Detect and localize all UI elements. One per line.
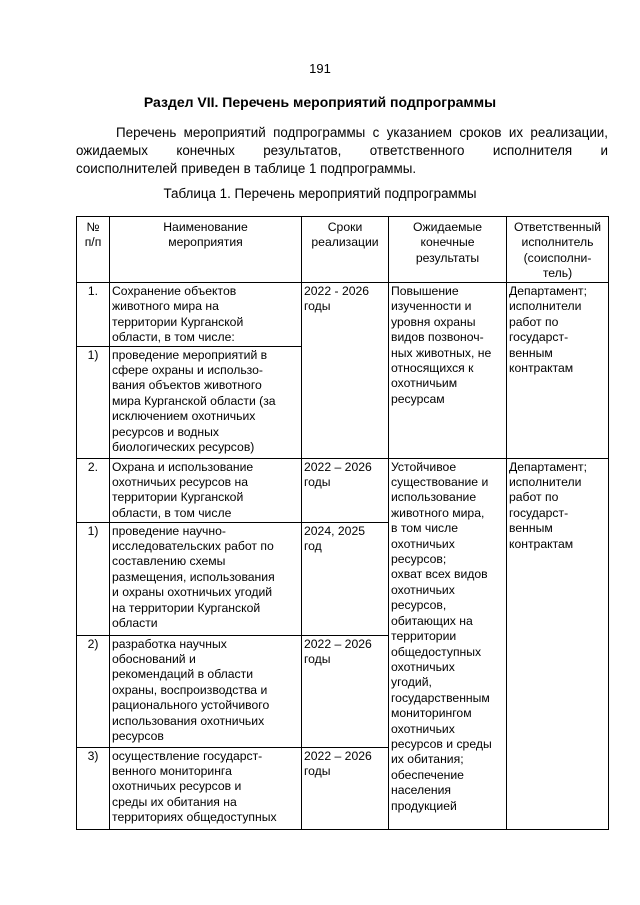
measure-term: 2022 – 2026 годы: [302, 635, 389, 747]
measure-name: проведение научно- исследовательских работ по составлению схемы размещения, использования и охраны охотничьих угодий на территории Курганской области: [110, 522, 302, 635]
measure-responsible: Департамент; исполнители работ по государст- венным контрактам: [507, 283, 609, 459]
intro-line-3: соисполнителей приведен в таблице 1 подпрограммы.: [76, 161, 417, 176]
measure-name: разработка научных обоснований и рекомендаций в области охраны, воспроизводства и рационального устойчивого использования охотничьих ресурсов: [110, 635, 302, 747]
row-number: 1): [77, 346, 110, 458]
measure-name: осуществление государст- венного мониторинга охотничьих ресурсов и среды их обитания на территориях общедоступных: [110, 747, 302, 829]
row-number: 3): [77, 747, 110, 829]
header-name: Наименование мероприятия: [110, 217, 302, 283]
row-number: 2): [77, 635, 110, 747]
table-header-row: [77, 217, 609, 283]
table-caption: Таблица 1. Перечень мероприятий подпрограммы: [163, 186, 477, 201]
table-row: [77, 283, 609, 347]
measure-term: 2022 – 2026 годы: [302, 747, 389, 829]
measures-table: [76, 216, 609, 830]
page-number: 191: [309, 61, 331, 76]
intro-line-1: Перечень мероприятий подпрограммы с указанием сроков их реализации,: [116, 125, 608, 140]
header-num: № п/п: [77, 217, 110, 283]
row-number: 1): [77, 522, 110, 635]
measure-name: Сохранение объектов животного мира на территории Курганской области, в том числе:: [110, 283, 302, 347]
measure-responsible: Департамент; исполнители работ по государст- венным контрактам: [507, 458, 609, 829]
measure-term: 2024, 2025 год: [302, 522, 389, 635]
row-number: 2.: [77, 458, 110, 522]
measure-name: проведение мероприятий в сфере охраны и использо- вания объектов животного мира Курганской области (за исключением охотничьих ресурсов и водных биологических ресурсов): [110, 346, 302, 458]
header-term: Сроки реализации: [302, 217, 389, 283]
header-result: Ожидаемые конечные результаты: [389, 217, 507, 283]
intro-paragraph: [76, 124, 608, 178]
measure-name: Охрана и использование охотничьих ресурсов на территории Курганской области, в том числе: [110, 458, 302, 522]
intro-line-2: ожидаемых конечных результатов, ответственного исполнителя и: [76, 143, 608, 158]
table-row: [77, 458, 609, 522]
measure-result: Устойчивое существование и использование животного мира, в том числе охотничьих ресурсов; охват всех видов охотничьих ресурсов, обитающих на территории общедоступных охотничьих угодий, государственным мониторингом охотничьих ресурсов и среды их обитания; обеспечение населения продукцией: [389, 458, 507, 829]
header-responsible: Ответственный исполнитель (соисполни- тель): [507, 217, 609, 283]
measure-term: 2022 - 2026 годы: [302, 283, 389, 459]
section-title: Раздел VII. Перечень мероприятий подпрограммы: [143, 94, 497, 110]
measure-term: 2022 – 2026 годы: [302, 458, 389, 522]
measure-result: Повышение изученности и уровня охраны видов позвоноч- ных животных, не относящихся к охотничьим ресурсам: [389, 283, 507, 459]
row-number: 1.: [77, 283, 110, 347]
